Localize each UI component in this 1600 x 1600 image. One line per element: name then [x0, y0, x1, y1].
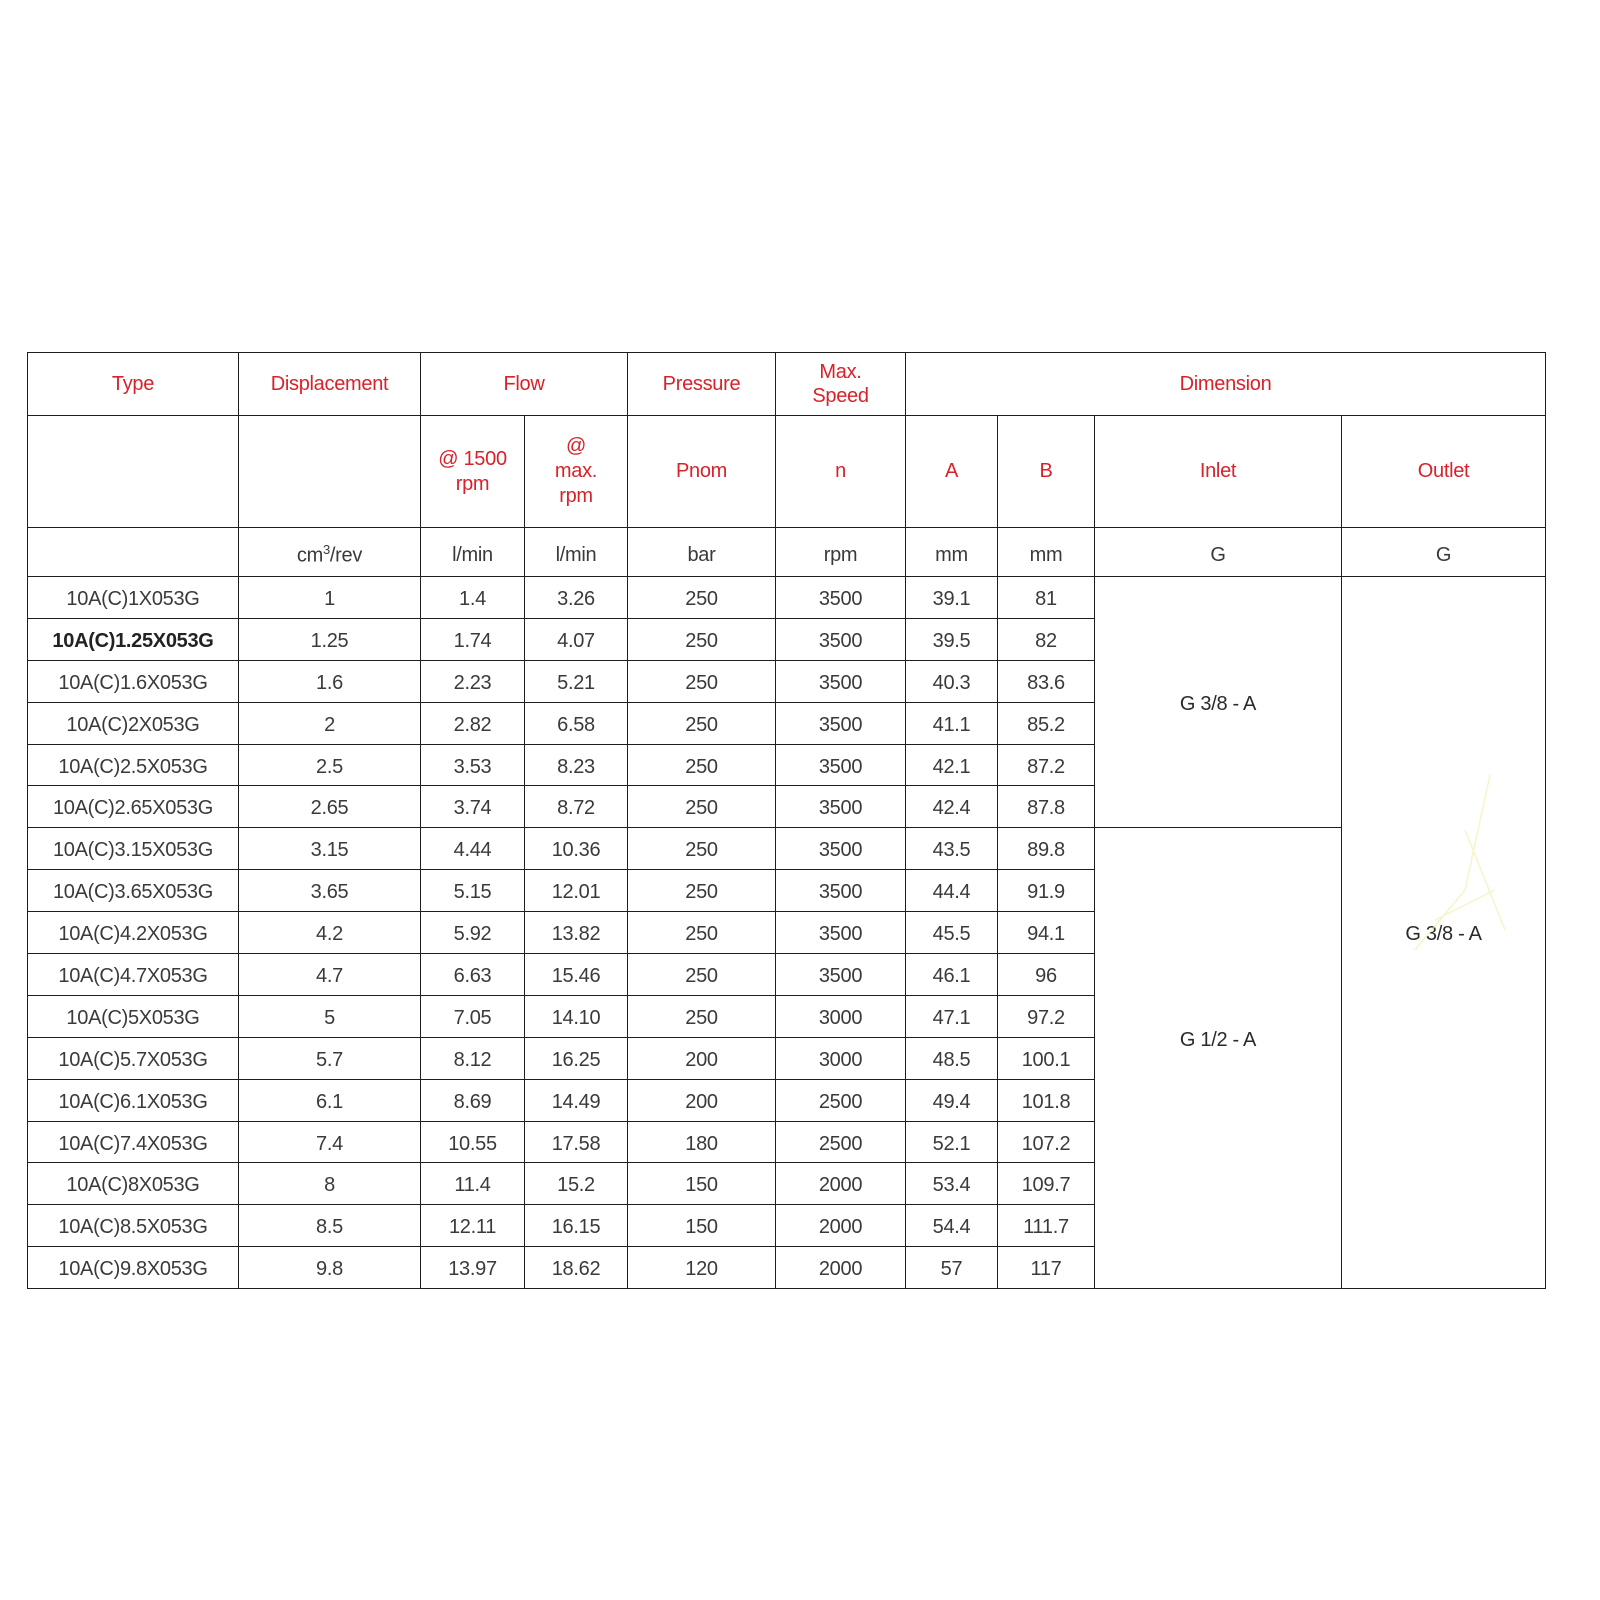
subheader-flow-max-line1: @	[565, 435, 586, 457]
cell-a: 54.4	[906, 1205, 998, 1247]
cell-b: 83.6	[998, 660, 1095, 702]
cell-a: 42.4	[906, 786, 998, 828]
cell-speed: 2500	[776, 1079, 906, 1121]
cell-speed: 2000	[776, 1163, 906, 1205]
cell-displacement: 4.7	[239, 954, 421, 996]
header-flow: Flow	[421, 353, 628, 416]
cell-flow-max: 18.62	[525, 1247, 628, 1289]
cell-displacement: 4.2	[239, 912, 421, 954]
cell-a: 40.3	[906, 660, 998, 702]
cell-type: 10A(C)1.25X053G	[28, 618, 239, 660]
unit-flow-1500: l/min	[421, 528, 525, 577]
cell-b: 97.2	[998, 995, 1095, 1037]
cell-pnom: 180	[628, 1121, 776, 1163]
subheader-inlet: Inlet	[1095, 416, 1342, 528]
header-dimension: Dimension	[906, 353, 1546, 416]
cell-a: 39.1	[906, 577, 998, 619]
cell-pnom: 250	[628, 702, 776, 744]
cell-flow-max: 6.58	[525, 702, 628, 744]
cell-a: 39.5	[906, 618, 998, 660]
header-pressure: Pressure	[628, 353, 776, 416]
table-row	[28, 828, 1546, 870]
cell-pnom: 250	[628, 995, 776, 1037]
unit-speed: rpm	[776, 528, 906, 577]
cell-pnom: 150	[628, 1205, 776, 1247]
cell-pnom: 250	[628, 618, 776, 660]
cell-a: 42.1	[906, 744, 998, 786]
header-type: Type	[28, 353, 239, 416]
header-max-speed-line1: Max.	[819, 361, 862, 383]
cell-type: 10A(C)5X053G	[28, 995, 239, 1037]
cell-b: 82	[998, 618, 1095, 660]
cell-flow-max: 14.10	[525, 995, 628, 1037]
cell-type: 10A(C)1X053G	[28, 577, 239, 619]
cell-pnom: 200	[628, 1037, 776, 1079]
cell-speed: 3500	[776, 954, 906, 996]
cell-type: 10A(C)4.7X053G	[28, 954, 239, 996]
cell-b: 94.1	[998, 912, 1095, 954]
cell-speed: 3000	[776, 1037, 906, 1079]
unit-inlet: G	[1095, 528, 1342, 577]
cell-a: 52.1	[906, 1121, 998, 1163]
cell-a: 46.1	[906, 954, 998, 996]
cell-b: 89.8	[998, 828, 1095, 870]
cell-displacement: 3.65	[239, 870, 421, 912]
cell-displacement: 7.4	[239, 1121, 421, 1163]
cell-displacement: 1.6	[239, 660, 421, 702]
unit-b: mm	[998, 528, 1095, 577]
cell-type: 10A(C)3.15X053G	[28, 828, 239, 870]
cell-b: 91.9	[998, 870, 1095, 912]
cell-displacement: 8.5	[239, 1205, 421, 1247]
cell-type: 10A(C)5.7X053G	[28, 1037, 239, 1079]
cell-pnom: 250	[628, 786, 776, 828]
cell-a: 49.4	[906, 1079, 998, 1121]
cell-type: 10A(C)2X053G	[28, 702, 239, 744]
cell-pnom: 250	[628, 744, 776, 786]
unit-a: mm	[906, 528, 998, 577]
cell-speed: 3500	[776, 870, 906, 912]
cell-flow-max: 17.58	[525, 1121, 628, 1163]
cell-flow-max: 5.21	[525, 660, 628, 702]
subheader-flow-1500	[421, 416, 525, 528]
cell-flow-1500: 6.63	[421, 954, 525, 996]
unit-pressure: bar	[628, 528, 776, 577]
cell-displacement: 1	[239, 577, 421, 619]
cell-flow-1500: 2.23	[421, 660, 525, 702]
cell-type: 10A(C)3.65X053G	[28, 870, 239, 912]
cell-flow-max: 14.49	[525, 1079, 628, 1121]
cell-flow-max: 3.26	[525, 577, 628, 619]
unit-type-empty	[28, 528, 239, 577]
cell-speed: 2000	[776, 1205, 906, 1247]
cell-outlet-all: G 3/8 - A	[1342, 577, 1546, 1289]
cell-speed: 3500	[776, 660, 906, 702]
cell-displacement: 2.65	[239, 786, 421, 828]
cell-speed: 3500	[776, 577, 906, 619]
cell-inlet-group1: G 3/8 - A	[1095, 577, 1342, 828]
cell-b: 100.1	[998, 1037, 1095, 1079]
cell-flow-1500: 4.44	[421, 828, 525, 870]
cell-a: 44.4	[906, 870, 998, 912]
cell-displacement: 2.5	[239, 744, 421, 786]
header-displacement: Displacement	[239, 353, 421, 416]
cell-b: 109.7	[998, 1163, 1095, 1205]
cell-pnom: 250	[628, 870, 776, 912]
cell-type: 10A(C)9.8X053G	[28, 1247, 239, 1289]
cell-pnom: 200	[628, 1079, 776, 1121]
cell-speed: 3500	[776, 618, 906, 660]
subheader-pnom: Pnom	[628, 416, 776, 528]
unit-outlet: G	[1342, 528, 1546, 577]
subheader-flow-max-line3: rpm	[559, 485, 593, 507]
pump-spec-table	[27, 352, 1546, 1289]
cell-pnom: 250	[628, 912, 776, 954]
cell-flow-1500: 8.69	[421, 1079, 525, 1121]
cell-a: 47.1	[906, 995, 998, 1037]
cell-displacement: 9.8	[239, 1247, 421, 1289]
cell-type: 10A(C)1.6X053G	[28, 660, 239, 702]
unit-displacement-rest: /rev	[329, 544, 363, 567]
cell-b: 85.2	[998, 702, 1095, 744]
cell-displacement: 3.15	[239, 828, 421, 870]
header-row-main	[28, 353, 1546, 416]
cell-pnom: 250	[628, 954, 776, 996]
cell-b: 81	[998, 577, 1095, 619]
cell-inlet-group2: G 1/2 - A	[1095, 828, 1342, 1289]
cell-flow-max: 15.46	[525, 954, 628, 996]
subheader-type-empty	[28, 416, 239, 528]
cell-b: 107.2	[998, 1121, 1095, 1163]
cell-displacement: 6.1	[239, 1079, 421, 1121]
cell-type: 10A(C)8X053G	[28, 1163, 239, 1205]
unit-displacement-sup: 3	[322, 542, 330, 558]
cell-pnom: 120	[628, 1247, 776, 1289]
cell-b: 101.8	[998, 1079, 1095, 1121]
cell-pnom: 250	[628, 660, 776, 702]
subheader-n: n	[776, 416, 906, 528]
cell-flow-max: 13.82	[525, 912, 628, 954]
cell-type: 10A(C)2.5X053G	[28, 744, 239, 786]
cell-type: 10A(C)6.1X053G	[28, 1079, 239, 1121]
cell-a: 41.1	[906, 702, 998, 744]
cell-flow-1500: 1.4	[421, 577, 525, 619]
cell-flow-1500: 7.05	[421, 995, 525, 1037]
cell-flow-max: 15.2	[525, 1163, 628, 1205]
cell-displacement: 5.7	[239, 1037, 421, 1079]
cell-type: 10A(C)4.2X053G	[28, 912, 239, 954]
table-row	[28, 577, 1546, 619]
cell-flow-1500: 5.92	[421, 912, 525, 954]
cell-pnom: 150	[628, 1163, 776, 1205]
cell-pnom: 250	[628, 828, 776, 870]
cell-type: 10A(C)7.4X053G	[28, 1121, 239, 1163]
subheader-flow-max-line2: max.	[554, 460, 598, 482]
cell-flow-max: 12.01	[525, 870, 628, 912]
cell-speed: 3500	[776, 786, 906, 828]
cell-flow-max: 10.36	[525, 828, 628, 870]
header-max-speed-line2: Speed	[812, 385, 869, 407]
cell-pnom: 250	[628, 577, 776, 619]
cell-flow-max: 8.23	[525, 744, 628, 786]
cell-a: 43.5	[906, 828, 998, 870]
cell-flow-max: 8.72	[525, 786, 628, 828]
cell-a: 45.5	[906, 912, 998, 954]
cell-speed: 2500	[776, 1121, 906, 1163]
subheader-displacement-empty	[239, 416, 421, 528]
cell-speed: 3500	[776, 744, 906, 786]
cell-displacement: 1.25	[239, 618, 421, 660]
cell-displacement: 5	[239, 995, 421, 1037]
subheader-flow-1500-line2: rpm	[455, 472, 490, 495]
subheader-flow-1500-line1: @ 1500	[438, 447, 507, 470]
cell-displacement: 2	[239, 702, 421, 744]
cell-flow-1500: 13.97	[421, 1247, 525, 1289]
cell-type: 10A(C)2.65X053G	[28, 786, 239, 828]
cell-flow-1500: 5.15	[421, 870, 525, 912]
subheader-a: A	[906, 416, 998, 528]
cell-speed: 3500	[776, 702, 906, 744]
cell-flow-1500: 12.11	[421, 1205, 525, 1247]
subheader-outlet: Outlet	[1342, 416, 1546, 528]
cell-b: 87.2	[998, 744, 1095, 786]
cell-flow-1500: 11.4	[421, 1163, 525, 1205]
cell-displacement: 8	[239, 1163, 421, 1205]
cell-a: 53.4	[906, 1163, 998, 1205]
cell-speed: 3500	[776, 912, 906, 954]
unit-displacement	[239, 528, 421, 577]
cell-flow-1500: 10.55	[421, 1121, 525, 1163]
units-row	[28, 528, 1546, 577]
cell-b: 111.7	[998, 1205, 1095, 1247]
cell-flow-1500: 2.82	[421, 702, 525, 744]
cell-flow-1500: 3.74	[421, 786, 525, 828]
unit-flow-max: l/min	[525, 528, 628, 577]
cell-flow-1500: 3.53	[421, 744, 525, 786]
cell-flow-max: 16.25	[525, 1037, 628, 1079]
header-row-sub	[28, 416, 1546, 528]
unit-displacement-base: cm	[296, 544, 323, 567]
cell-b: 117	[998, 1247, 1095, 1289]
subheader-flow-max	[525, 416, 628, 528]
cell-b: 87.8	[998, 786, 1095, 828]
cell-flow-max: 4.07	[525, 618, 628, 660]
cell-speed: 3500	[776, 828, 906, 870]
cell-flow-1500: 1.74	[421, 618, 525, 660]
cell-speed: 3000	[776, 995, 906, 1037]
header-max-speed	[776, 353, 906, 416]
cell-speed: 2000	[776, 1247, 906, 1289]
cell-b: 96	[998, 954, 1095, 996]
cell-a: 48.5	[906, 1037, 998, 1079]
cell-type: 10A(C)8.5X053G	[28, 1205, 239, 1247]
cell-flow-max: 16.15	[525, 1205, 628, 1247]
subheader-b: B	[998, 416, 1095, 528]
cell-flow-1500: 8.12	[421, 1037, 525, 1079]
cell-a: 57	[906, 1247, 998, 1289]
